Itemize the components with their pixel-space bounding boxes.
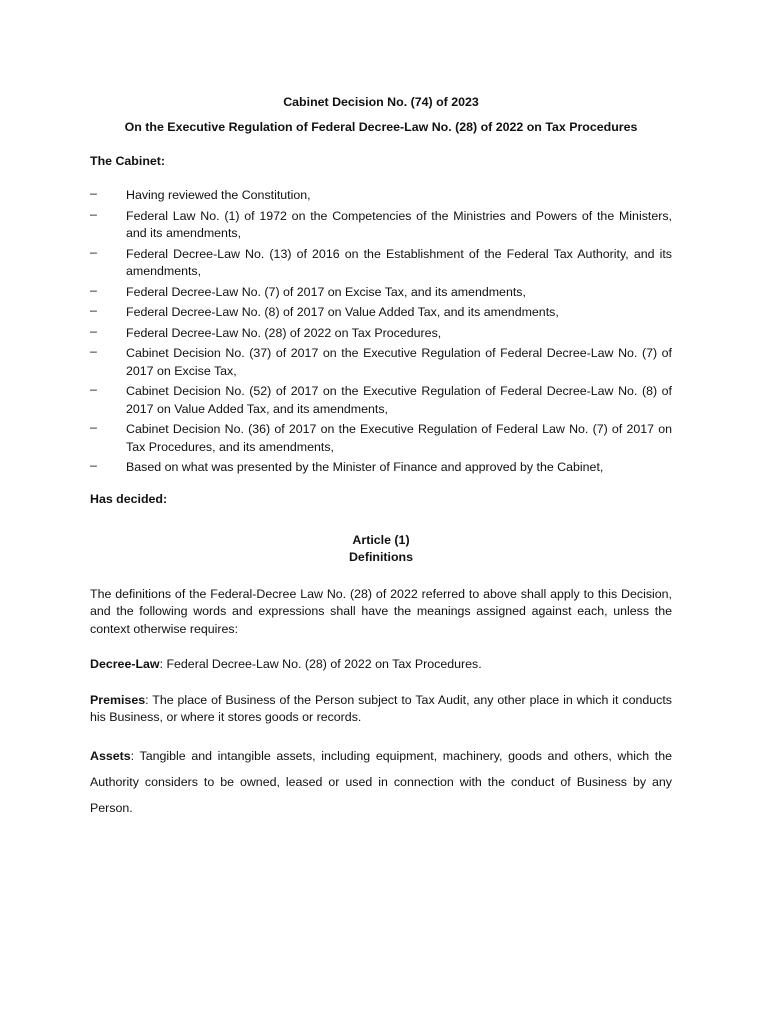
recital-text: Cabinet Decision No. (36) of 2017 on the Executive Regulation of Federal Law No. (7) of 2017 on Tax Procedures, and its amendments, — [126, 422, 672, 454]
list-item — [90, 345, 672, 380]
article-name: Definitions — [348, 549, 414, 564]
decision-title: Cabinet Decision No. (74) of 2023 — [283, 95, 479, 109]
dash-bullet: – — [90, 420, 97, 434]
recital-text: Cabinet Decision No. (52) of 2017 on the Executive Regulation of Federal Decree-Law No. (8) of 2017 on Value Added Tax, and its amendments, — [126, 384, 672, 416]
definition-text: : Federal Decree-Law No. (28) of 2022 on Tax Procedures. — [159, 657, 482, 671]
dash-bullet: – — [90, 323, 97, 338]
definition-text: : The place of Business of the Person subject to Tax Audit, any other place in which it conducts his Business, or where it stores goods or records. — [90, 692, 672, 724]
list-item — [90, 284, 672, 302]
definition-term: Decree-Law — [90, 657, 160, 671]
definition-premises — [90, 692, 672, 727]
list-item — [90, 246, 672, 281]
list-item — [90, 187, 672, 205]
dash-bullet: – — [90, 186, 97, 200]
recital-text: Cabinet Decision No. (37) of 2017 on the Executive Regulation of Federal Decree-Law No. (7) of 2017 on Excise Tax, — [126, 346, 672, 378]
dash-bullet: – — [90, 206, 97, 221]
recital-text: Federal Decree-Law No. (8) of 2017 on Value Added Tax, and its amendments, — [126, 305, 559, 319]
decision-subtitle: On the Executive Regulation of Federal Decree-Law No. (28) of 2022 on Tax Procedures — [124, 120, 638, 134]
list-item — [90, 208, 672, 243]
recital-text: Federal Decree-Law No. (28) of 2022 on Tax Procedures, — [126, 325, 442, 340]
dash-bullet: – — [90, 382, 97, 396]
definition-term: Assets — [90, 748, 131, 763]
dash-bullet: – — [90, 282, 97, 297]
definition-term: Premises — [90, 692, 146, 707]
recitals-list — [90, 187, 672, 477]
recital-text: Having reviewed the Constitution, — [126, 188, 311, 202]
recital-text: Federal Law No. (1) of 1972 on the Competencies of the Ministries and Powers of the Ministers, and its amendments, — [126, 208, 672, 240]
dash-bullet: – — [90, 244, 97, 259]
document-body — [90, 94, 672, 821]
dash-bullet: – — [90, 458, 97, 472]
recital-text: Based on what was presented by the Minister of Finance and approved by the Cabinet, — [126, 460, 604, 474]
list-item — [90, 459, 672, 477]
list-item — [90, 325, 672, 343]
has-decided-heading: Has decided: — [90, 491, 168, 506]
article-intro: The definitions of the Federal-Decree Law No. (28) of 2022 referred to above shall apply to this Decision, and the following words and expressions shall have the meanings assigned against each, unless the context otherwise requires: — [90, 586, 672, 636]
recital-text: Federal Decree-Law No. (13) of 2016 on the Establishment of the Federal Tax Authority, and its amendments, — [126, 246, 672, 278]
dash-bullet: – — [90, 344, 97, 358]
list-item — [90, 304, 672, 322]
article-number: Article (1) — [352, 532, 410, 547]
list-item — [90, 421, 672, 456]
recital-text: Federal Decree-Law No. (7) of 2017 on Excise Tax, and its amendments, — [126, 284, 526, 299]
definition-decree-law — [90, 656, 672, 674]
list-item — [90, 383, 672, 418]
definition-assets — [90, 743, 672, 821]
definition-text: : Tangible and intangible assets, including equipment, machinery, goods and others, which the Authority considers to be owned, leased or used in connection with the conduct of Business by any Person. — [90, 748, 672, 815]
cabinet-heading: The Cabinet: — [90, 154, 166, 168]
dash-bullet: – — [90, 303, 97, 317]
